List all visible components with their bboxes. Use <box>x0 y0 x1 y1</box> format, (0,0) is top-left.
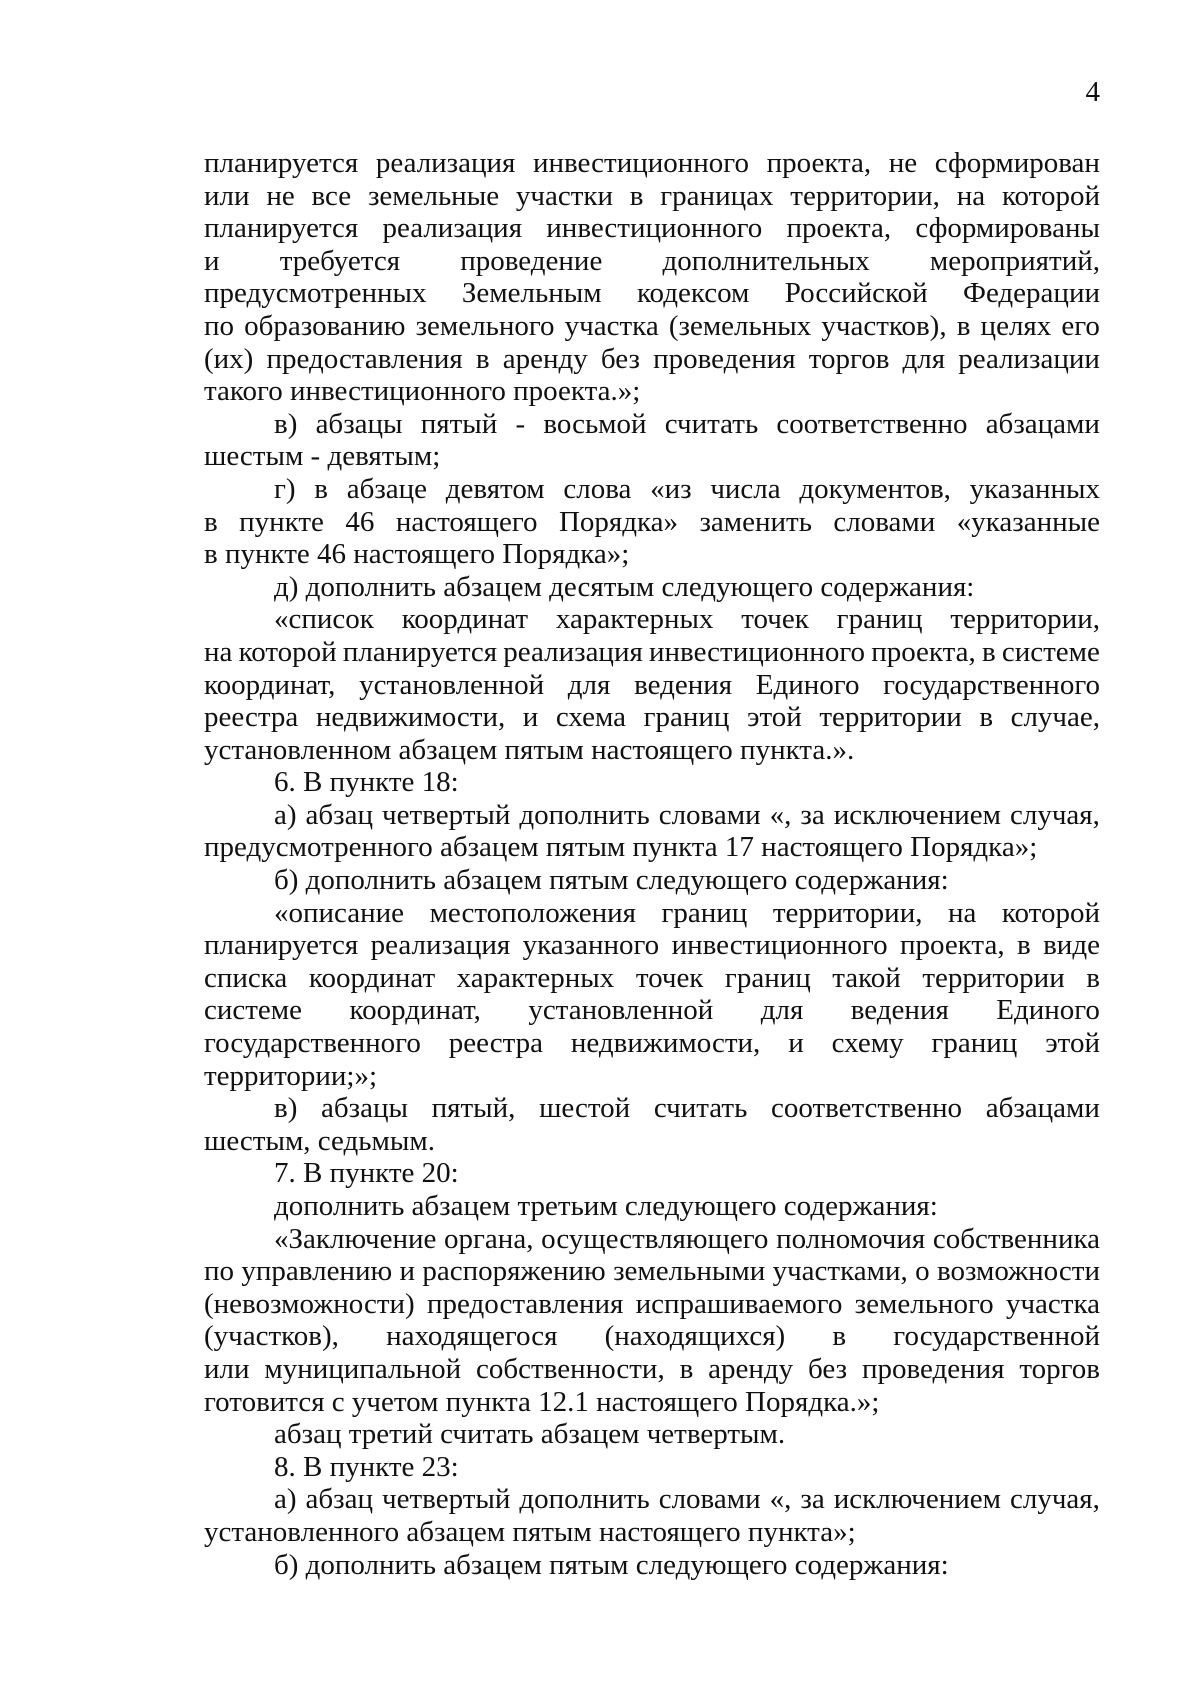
word: целях <box>980 309 1052 342</box>
word: случая, <box>1010 798 1100 831</box>
word: территории, <box>772 896 923 929</box>
word: для <box>760 994 804 1027</box>
word: муниципальной <box>264 1352 462 1385</box>
word: четвертый <box>382 798 511 831</box>
word: которой <box>238 635 337 668</box>
word: этой <box>747 701 802 734</box>
word: (их) <box>204 342 254 375</box>
word: координат, <box>349 994 481 1027</box>
word: по <box>204 309 235 342</box>
word: в <box>832 1320 847 1353</box>
word: без <box>600 342 640 375</box>
word: инвестиционного <box>546 212 763 245</box>
word: (земельных <box>668 309 812 342</box>
word: не <box>266 179 295 212</box>
word: земельные <box>367 179 500 212</box>
text-line: д) дополнить абзацем десятым следующего содержания: <box>274 570 975 603</box>
text-line <box>204 1255 1100 1288</box>
word: проекта, <box>871 635 976 668</box>
word: схема <box>555 701 627 734</box>
text-line <box>204 506 1100 539</box>
text-line <box>204 1027 1100 1060</box>
word: а) <box>274 798 297 831</box>
word: «указанные <box>956 505 1100 538</box>
word: проведение <box>460 244 603 277</box>
word: пятый <box>420 407 498 440</box>
word: без <box>808 1352 848 1385</box>
word: планируется <box>204 212 359 245</box>
word: или <box>204 179 250 212</box>
text-line: готовится с учетом пункта 12.1 настоящего Порядка.»; <box>204 1385 880 1418</box>
word: заменить <box>699 505 812 538</box>
word: документов, <box>799 472 951 505</box>
word: указанных <box>969 472 1100 505</box>
word: соответственно <box>776 407 968 440</box>
word: участки <box>515 179 613 212</box>
text-line: установленного абзацем пятым настоящего пункта»; <box>204 1515 856 1548</box>
word: торгов <box>808 342 890 375</box>
text-line <box>204 473 1100 506</box>
word: недвижимости, <box>570 1027 761 1060</box>
word: предоставления <box>427 1287 624 1320</box>
text-line <box>204 147 1100 180</box>
word: участка <box>1005 1287 1100 1320</box>
text-line <box>204 799 1100 832</box>
word: которой <box>1001 896 1100 929</box>
word: абзацы <box>315 407 403 440</box>
text-line: шестым - девятым; <box>204 440 441 473</box>
word: реализация <box>370 929 511 962</box>
word: собственника <box>932 1222 1100 1255</box>
document-body <box>204 147 1100 1581</box>
text-line: предусмотренного абзацем пятым пункта 17 настоящего Порядка»; <box>204 831 1038 864</box>
word: сформирован <box>934 147 1100 179</box>
word: земельного <box>854 1287 994 1320</box>
word: требуется <box>279 244 401 277</box>
word: абзац <box>305 1483 374 1516</box>
text-line <box>204 603 1100 636</box>
word: распоряжению <box>422 1255 606 1288</box>
word: за <box>800 798 825 831</box>
text-line: абзац третий считать абзацем четвертым. <box>274 1418 786 1451</box>
text-line <box>204 1092 1100 1125</box>
word: «, <box>769 798 792 831</box>
word: о <box>915 1255 930 1288</box>
word: точек <box>635 961 704 994</box>
word: планируется <box>204 929 359 962</box>
word: полномочия <box>776 1222 926 1255</box>
word: государственной <box>893 1320 1100 1353</box>
word: системе <box>1001 635 1100 668</box>
word: в <box>981 635 996 668</box>
word: территории <box>819 701 962 734</box>
text-line <box>204 310 1100 343</box>
word: виде <box>1043 929 1100 962</box>
word: аренду <box>502 342 588 375</box>
text-line <box>204 897 1100 930</box>
word: дополнительных <box>662 244 870 277</box>
word: в <box>1017 929 1031 962</box>
word: пятый, <box>431 1092 516 1125</box>
word: реестра <box>448 1027 543 1060</box>
word: которой <box>1001 179 1100 212</box>
word: или <box>204 1352 250 1385</box>
word: проекта, <box>899 929 1005 962</box>
word: границ <box>931 1027 1018 1060</box>
text-line: шестым, седьмым. <box>204 1124 435 1157</box>
word: и <box>399 1255 416 1288</box>
word: в) <box>274 407 298 440</box>
word: (участков), <box>204 1320 339 1353</box>
word: характерных <box>555 603 714 636</box>
word: в) <box>274 1092 298 1125</box>
word: в <box>956 309 971 342</box>
word: участков), <box>821 309 947 342</box>
word: случая, <box>1010 1483 1100 1516</box>
text-line <box>204 669 1100 702</box>
word: проведения <box>653 342 796 375</box>
word: характерных <box>456 961 615 994</box>
text-line <box>204 929 1100 962</box>
word: в <box>475 342 490 375</box>
word: проекта, <box>786 212 892 245</box>
word: дополнить <box>519 1483 650 1516</box>
word: кодексом <box>636 277 750 310</box>
word: территории <box>922 961 1065 994</box>
word: указанного <box>522 929 660 962</box>
word: в <box>1086 961 1100 994</box>
word: такой <box>832 961 901 994</box>
word: случае, <box>1010 701 1100 734</box>
word: государственного <box>204 1027 421 1060</box>
word: на <box>948 896 977 929</box>
text-line <box>204 1320 1100 1353</box>
word: все <box>311 179 352 212</box>
word: предоставления <box>266 342 463 375</box>
word: и <box>522 701 539 734</box>
word: (невозможности) <box>204 1287 415 1320</box>
word: территории, <box>790 179 940 212</box>
word: «из <box>650 472 692 505</box>
text-line <box>204 636 1100 669</box>
word: его <box>1061 309 1100 342</box>
word: настоящего <box>395 505 538 538</box>
word: и <box>204 244 220 277</box>
page-number: 4 <box>1085 76 1100 108</box>
word: планируется <box>342 635 498 668</box>
word: предусмотренных <box>204 277 427 310</box>
text-line: б) дополнить абзацем пятым следующего содержания: <box>274 864 949 897</box>
word: планируется <box>204 147 359 179</box>
text-line: 7. В пункте 20: <box>274 1157 459 1190</box>
word: земельного <box>415 309 555 342</box>
word: считать <box>653 1092 748 1125</box>
word: проекта, <box>766 147 872 179</box>
word: реализация <box>382 212 523 245</box>
word: списка <box>204 961 288 994</box>
word: а) <box>274 1483 297 1516</box>
word: в <box>314 472 328 505</box>
word: на <box>956 179 986 212</box>
text-line <box>204 962 1100 995</box>
word: «список <box>274 603 374 636</box>
word: управлению <box>241 1255 393 1288</box>
text-line: территории;»; <box>204 1059 378 1092</box>
word: земельными <box>613 1255 766 1288</box>
word: Земельным <box>461 277 602 310</box>
word: реестра <box>204 701 299 734</box>
word: девятом <box>445 472 545 505</box>
word: мероприятий, <box>929 244 1100 277</box>
word: слова <box>563 472 632 505</box>
word: в <box>679 1352 694 1385</box>
word: этой <box>1045 1027 1100 1060</box>
word: словами <box>658 1483 761 1516</box>
word: на <box>204 635 233 668</box>
word: словами <box>833 505 936 538</box>
word: возможности <box>936 1255 1100 1288</box>
word: «, <box>769 1483 792 1516</box>
text-line <box>204 1353 1100 1386</box>
word: границах <box>660 179 774 212</box>
word: считать <box>664 407 759 440</box>
word: не <box>888 147 918 179</box>
word: собственности, <box>476 1352 665 1385</box>
word: торгов <box>1019 1352 1100 1385</box>
word: абзацами <box>985 1092 1100 1125</box>
text-line <box>204 212 1100 245</box>
text-line: б) дополнить абзацем пятым следующего содержания: <box>274 1548 949 1581</box>
text-line <box>204 343 1100 376</box>
word: системе <box>204 994 303 1027</box>
text-line <box>204 245 1100 278</box>
word: осуществляющего <box>541 1222 769 1255</box>
text-line: 8. В пункте 23: <box>274 1450 459 1483</box>
text-line <box>204 1223 1100 1256</box>
text-line: установленном абзацем пятым настоящего пункта.». <box>204 733 855 766</box>
word: соответственно <box>770 1092 963 1125</box>
word: проведения <box>861 1352 1005 1385</box>
word: 46 <box>345 505 375 538</box>
word: сформированы <box>915 212 1100 245</box>
word: установленной <box>359 668 545 701</box>
text-line: 6. В пункте 18: <box>274 766 459 799</box>
word: территории, <box>950 603 1100 636</box>
text-line <box>204 701 1100 734</box>
word: ведения <box>850 994 949 1027</box>
word: участка <box>564 309 659 342</box>
word: исключением <box>833 1483 1001 1516</box>
word: участками, <box>772 1255 908 1288</box>
word: Единого <box>755 668 860 701</box>
word: инвестиционного <box>671 929 888 962</box>
text-line <box>204 1288 1100 1321</box>
word: для <box>567 668 611 701</box>
word: ведения <box>634 668 733 701</box>
word: г) <box>274 472 296 505</box>
word: Единого <box>996 994 1100 1027</box>
word: Российской <box>784 277 928 310</box>
word: аренду <box>708 1352 794 1385</box>
word: испрашиваемого <box>635 1287 843 1320</box>
word: инвестиционного <box>649 635 865 668</box>
word: государственного <box>883 668 1100 701</box>
word: по <box>204 1255 235 1288</box>
word: четвертый <box>382 1483 511 1516</box>
word: границ <box>643 701 730 734</box>
word: «описание <box>274 896 405 929</box>
word: схему <box>831 1027 904 1060</box>
word: абзацами <box>985 407 1100 440</box>
word: органа, <box>444 1222 534 1255</box>
word: границ <box>836 603 923 636</box>
word: абзац <box>305 798 374 831</box>
word: в <box>979 701 994 734</box>
word: дополнить <box>519 798 650 831</box>
word: для <box>902 342 946 375</box>
word: точек <box>741 603 809 636</box>
word: пункте <box>239 505 324 538</box>
text-line <box>204 1483 1100 1516</box>
word: за <box>800 1483 825 1516</box>
word: образованию <box>244 309 406 342</box>
word: границ <box>724 961 811 994</box>
text-line: в пункте 46 настоящего Порядка»; <box>204 538 630 571</box>
word: реализация <box>375 147 516 179</box>
word: абзацы <box>321 1092 408 1125</box>
word: и <box>788 1027 804 1060</box>
word: местоположения <box>429 896 636 929</box>
word: инвестиционного <box>533 147 749 179</box>
word: границ <box>661 896 748 929</box>
word: - <box>515 407 526 440</box>
text-line <box>204 408 1100 441</box>
word: в <box>204 505 218 538</box>
word: координат <box>401 603 529 636</box>
word: Федерации <box>963 277 1100 310</box>
word: в <box>629 179 644 212</box>
word: исключением <box>833 798 1001 831</box>
word: находящегося <box>386 1320 558 1353</box>
word: недвижимости, <box>315 701 506 734</box>
word: абзаце <box>346 472 428 505</box>
word: реализации <box>958 342 1100 375</box>
text-line: такого инвестиционного проекта.»; <box>204 375 641 408</box>
word: координат <box>308 961 436 994</box>
text-line: дополнить абзацем третьим следующего содержания: <box>274 1190 938 1222</box>
text-line <box>204 277 1100 310</box>
word: словами <box>658 798 761 831</box>
word: реализация <box>503 635 643 668</box>
word: (находящихся) <box>604 1320 786 1353</box>
text-line <box>204 994 1100 1027</box>
word: «Заключение <box>274 1222 437 1255</box>
word: установленной <box>528 994 714 1027</box>
word: Порядка» <box>558 505 679 538</box>
word: шестой <box>539 1092 631 1125</box>
word: восьмой <box>543 407 647 440</box>
text-line <box>204 180 1100 213</box>
word: числа <box>710 472 781 505</box>
word: координат, <box>204 668 336 701</box>
